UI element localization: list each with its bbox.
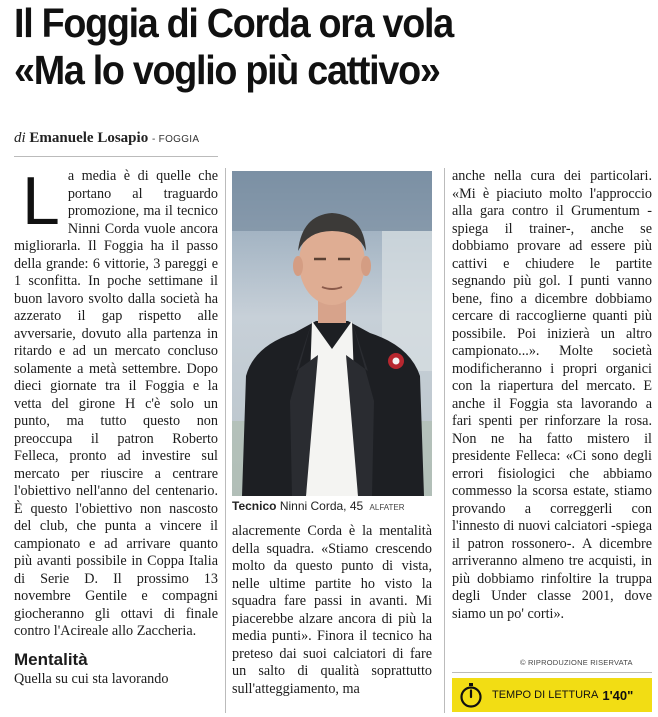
reading-time-label: TEMPO DI LETTURA [492, 689, 599, 701]
article-column-3 [452, 168, 652, 658]
byline-author: Emanuele Losapio [29, 130, 149, 146]
byline [14, 130, 199, 147]
byline-prefix: di [14, 130, 26, 146]
photo-credit: ALFATER [369, 503, 405, 512]
article-paragraph-3: anche nella cura dei particolari. «Mi è piaciuto molto l'approccio alla gara contro il Grumentum -spiega il trainer-, anche se dobbiamo provare ad essere più cattivi e chiudere le partite segnando più gol. I punti vanno bene, fino a dicembre dobbiamo cercare di raccoglierne quanti più possibile. Poi inizierà un altro campionato...». Molte società modificheranno i propri organici con la riapertura del mercato. E anche il Foggia sta lavorando a fari spenti per rinforzare la rosa. Non ne ha fatto mistero il presidente Felleca: «Ci sono degli errori fisiologici che abbiamo commesso la scorsa estate, stiamo provando a correggerli con l'innesto di nuovi calciatori -spiega il patron rossonero-. A dicembre arriveranno almeno tre acquisti, in più dobbiamo rinfoltire la truppa degli Under classe 2001, dove siamo un po' corti». [452, 168, 652, 622]
reading-time-box [452, 678, 652, 712]
byline-location: - FOGGIA [151, 134, 200, 145]
column-divider-right [444, 168, 445, 713]
article-paragraph-2-continued: alacremente Corda è la mentalità della squadra. «Stiamo crescendo molto da questo punto di vista, nelle ultime partite ho visto la squadra fare passi in avanti. Mi piacerebbe alzare ancora di più la media punti». Finora il tecnico ha preteso dai suoi calciatori di fare un salto di qualità soprattutto sull'atteggiamento, ma [232, 523, 432, 697]
photo-caption [232, 499, 442, 513]
subheading: Mentalità [14, 649, 88, 669]
column-divider-left [225, 168, 226, 713]
caption-text: Ninni Corda, 45 [279, 499, 364, 513]
article-paragraph-1: a media è di quelle che portano al traguardo promozione, ma il tecnico Ninni Corda vuole ancora migliorarla. Il Foggia ha il passo della grande: 6 vittorie, 3 pareggi e 1 sconfitta. In poche settimane il buon lavoro svolto dalla società ha azzerato il gap rispetto alle avversarie, dovuto alla partenza in ritardo e ad un mercato concluso solamente a metà settembre. Dopo dieci giornate tra il Foggia e la vetta del girone H c'è solo un punto, ma tutto questo non preoccupa il patron Roberto Felleca, pronto ad investire sul mercato per riuscire a centrare l'obiettivo nell'anno del centenario. È questo l'obiettivo non nascosto del club, che punta a vincere il campionato e ad arrivare quanto più avanti possibile in Coppa Italia di Serie D. Il prossimo 13 novembre Gentile e compagni giocheranno gli ottavi di finale contro l'Acireale allo Zaccheria. [14, 168, 218, 639]
headline-line-1: Il Foggia di Corda ora vola [14, 0, 453, 46]
coach-photo-illustration [232, 171, 432, 496]
coach-photo [232, 171, 432, 496]
footer-divider [452, 672, 652, 673]
copyright-notice: © RIPRODUZIONE RISERVATA [520, 658, 633, 667]
caption-label: Tecnico [232, 499, 277, 513]
byline-divider [14, 156, 218, 157]
stopwatch-icon [458, 682, 484, 708]
headline [14, 0, 603, 94]
article-column-1 [14, 168, 218, 713]
drop-cap: L [22, 168, 60, 239]
headline-line-2: «Ma lo voglio più cattivo» [14, 47, 440, 93]
article-column-2 [232, 523, 432, 715]
reading-time-value: 1'40" [602, 687, 634, 703]
article-paragraph-2-start: Quella su cui sta lavorando [14, 670, 169, 687]
